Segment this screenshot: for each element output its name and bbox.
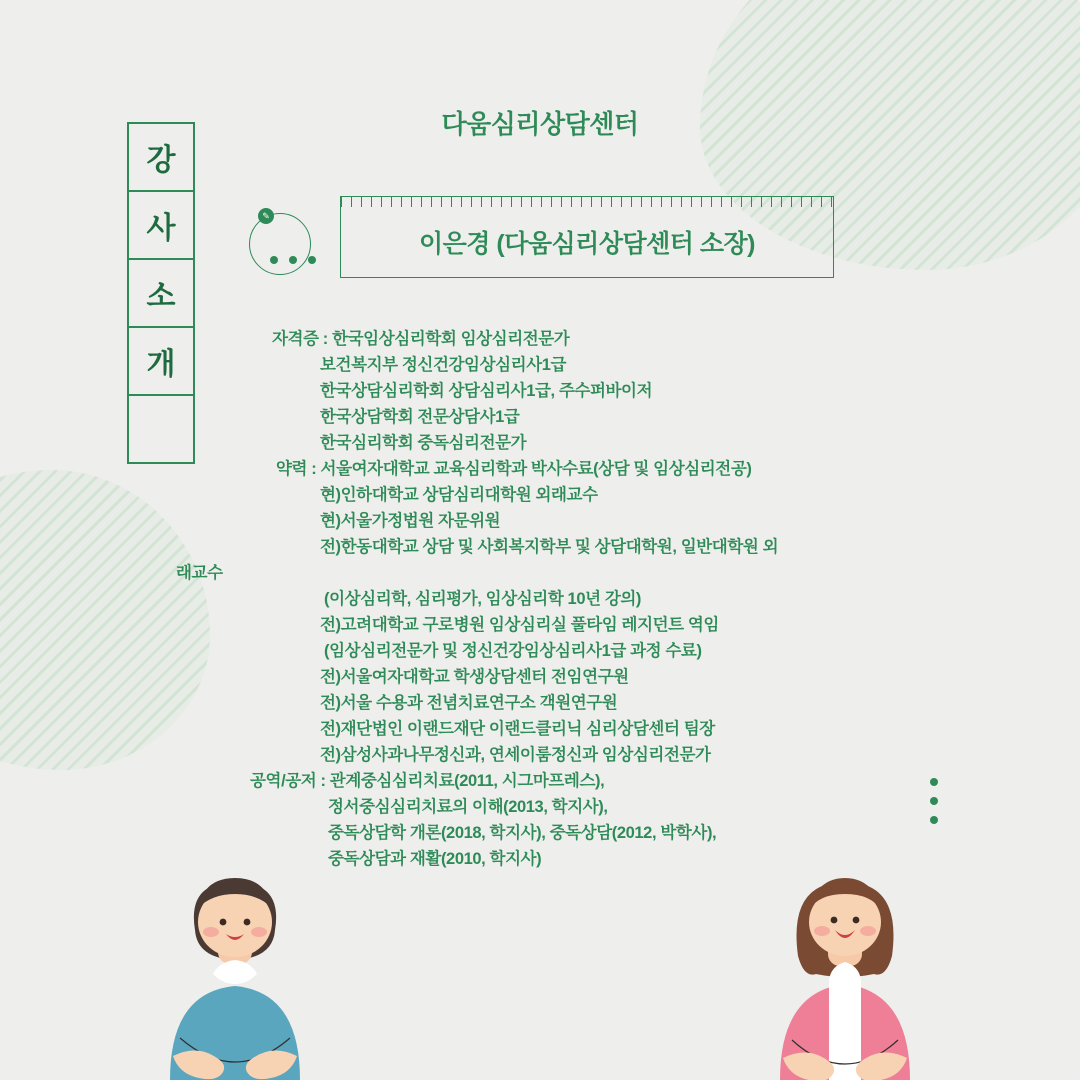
profile-line: 한국심리학회 중독심리전문가 [320,434,527,452]
speaker-name: 이은경 (다움심리상담센터 소장) [419,230,755,258]
profile-line: 약력 : 서울여자대학교 교육심리학과 박사수료(상담 및 임상심리전공) [276,460,752,478]
profile-line: 전)서울 수용과 전념치료연구소 객원연구원 [320,694,618,712]
profile-line: 보건복지부 정신건강임상심리사1급 [320,356,567,374]
profile-line: 중독상담학 개론(2018, 학지사), 중독상담(2012, 박학사), [328,824,717,842]
dot-icon [308,256,316,264]
profile-line: 현)서울가정법원 자문위원 [320,512,501,530]
profile-line: 전)서울여자대학교 학생상담센터 전임연구원 [320,668,629,686]
vertical-label-char: 개 [129,328,193,396]
profile-line: 현)인하대학교 상담심리대학원 외래교수 [320,486,598,504]
dot-icon [270,256,278,264]
illustration-person-left [140,860,330,1080]
dot-icon [289,256,297,264]
profile-line: 한국상담심리학회 상담심리사1급, 주수퍼바이저 [320,382,653,400]
vertical-label-char: 소 [129,260,193,328]
vertical-label-char: 강 [129,124,193,192]
profile-line: 공역/공저 : 관계중심심리치료(2011, 시그마프레스), [250,772,605,790]
profile-line: 전)한동대학교 상담 및 사회복지학부 및 상담대학원, 일반대학원 외 [320,538,779,556]
profile-line: 래교수 [176,564,223,582]
page-title: 다움심리상담센터 [441,109,639,139]
illustration-person-right [750,860,940,1080]
profile-line: 중독상담과 재활(2010, 학지사) [328,850,542,868]
profile-line: (이상심리학, 심리평가, 임상심리학 10년 강의) [324,590,642,608]
profile-line: 전)삼성사과나무정신과, 연세이룸정신과 임상심리전문가 [320,746,711,764]
vertical-label-char: 사 [129,192,193,260]
circle-ornament [249,213,319,283]
profile-text-block [176,326,966,872]
dots-row-ornament [270,256,316,264]
profile-line: 자격증 : 한국임상심리학회 임상심리전문가 [272,330,570,348]
profile-line: 한국상담학회 전문상담사1급 [320,408,520,426]
profile-line: 정서중심심리치료의 이해(2013, 학지사), [328,798,608,816]
speaker-name-box [340,196,834,278]
profile-line: 전)고려대학교 구로병원 임상심리실 풀타임 레지던트 역임 [320,616,719,634]
circle-outline-icon [249,213,311,275]
profile-line: (임상심리전문가 및 정신건강임상심리사1급 과정 수료) [324,642,702,660]
ruler-ticks-decoration [341,197,833,213]
pencil-icon: ✎ [258,208,274,224]
profile-line: 전)재단법인 이랜드재단 이랜드클리닉 심리상담센터 팀장 [320,720,715,738]
